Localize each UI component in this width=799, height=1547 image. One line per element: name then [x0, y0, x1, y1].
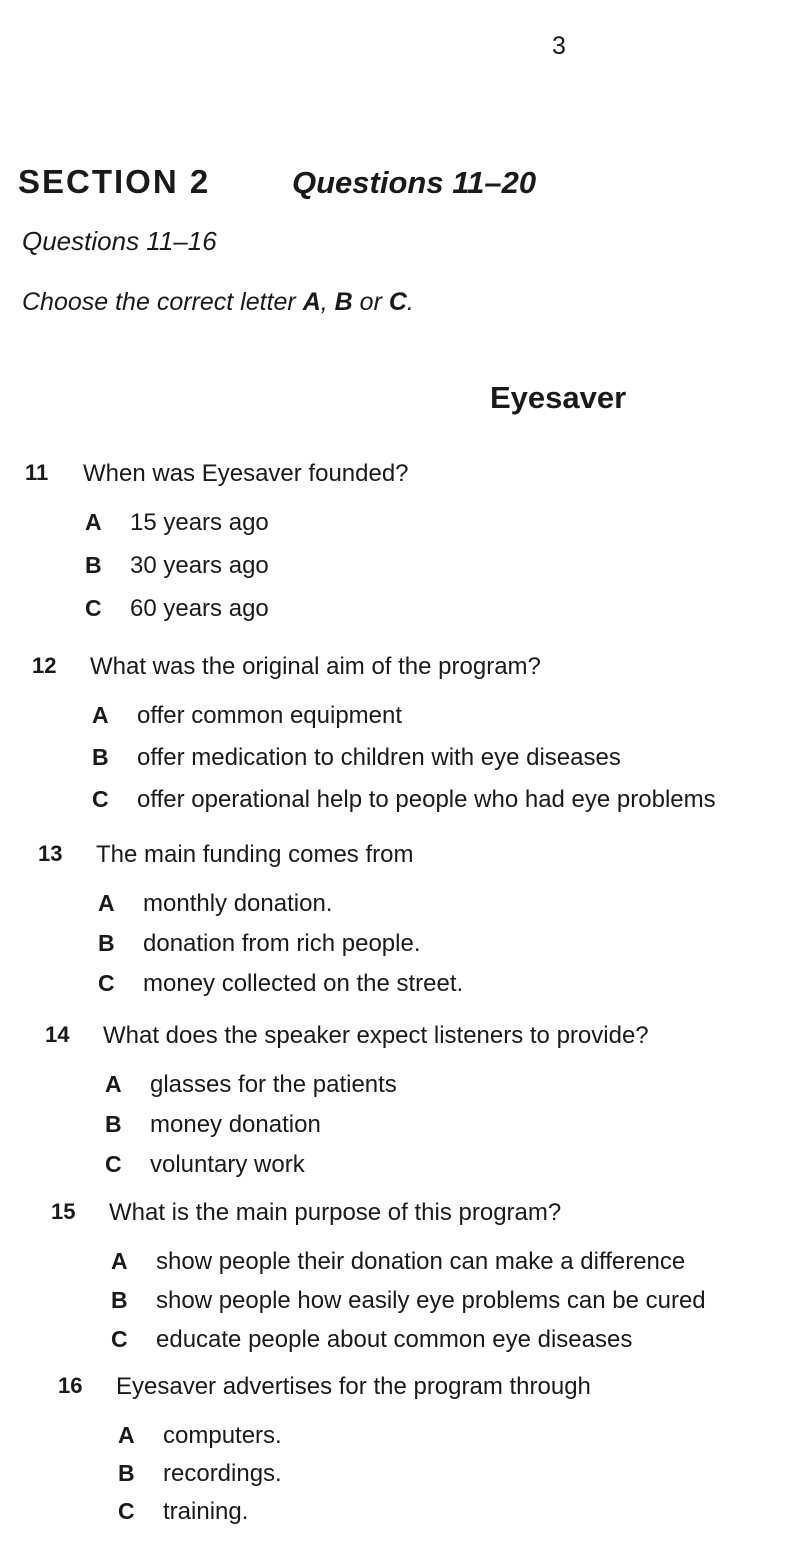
instruction-suffix: . [406, 288, 414, 316]
option-letter: A [92, 702, 109, 728]
instruction [22, 288, 414, 317]
option-b [58, 1460, 799, 1498]
question-12 [32, 653, 792, 828]
option-letter: B [105, 1111, 122, 1137]
option-text: 60 years ago [130, 595, 269, 622]
option-text: training. [163, 1498, 249, 1525]
option-letter: C [105, 1151, 122, 1177]
option-b [25, 552, 785, 595]
instruction-separator: or [352, 288, 389, 316]
option-c [51, 1326, 799, 1365]
option-text: recordings. [163, 1460, 282, 1487]
option-letter: B [118, 1460, 135, 1486]
option-letter: A [85, 509, 102, 535]
question-text: What does the speaker expect listeners to provide? [103, 1022, 649, 1049]
option-list [25, 509, 785, 638]
page-number: 3 [552, 32, 566, 60]
option-a [25, 509, 785, 552]
question-text: What was the original aim of the program? [90, 653, 541, 680]
question-16 [58, 1373, 799, 1536]
option-c [32, 786, 792, 828]
option-a [45, 1071, 799, 1111]
option-text: offer medication to children with eye diseases [137, 744, 621, 771]
option-a [38, 890, 798, 930]
instruction-prefix: Choose the correct letter [22, 288, 303, 316]
question-13 [38, 841, 798, 1010]
option-a [32, 702, 792, 744]
question-number: 12 [32, 653, 57, 678]
option-text: voluntary work [150, 1151, 305, 1178]
option-text: 15 years ago [130, 509, 269, 536]
question-15 [51, 1199, 799, 1365]
section-question-range: Questions 11–20 [292, 165, 537, 200]
option-b [32, 744, 792, 786]
option-letter: B [92, 744, 109, 770]
question-11 [25, 460, 785, 638]
question-number: 14 [45, 1022, 70, 1047]
option-list [51, 1248, 799, 1365]
option-letter: C [118, 1498, 135, 1524]
option-letter: B [98, 930, 115, 956]
option-text: educate people about common eye diseases [156, 1326, 633, 1353]
section-heading: SECTION 2 [18, 163, 211, 200]
instruction-letter-a: A [302, 288, 321, 316]
question-number: 16 [58, 1373, 83, 1398]
question-number: 13 [38, 841, 63, 866]
question-line [32, 653, 792, 689]
option-letter: C [111, 1326, 128, 1352]
option-letter: B [111, 1287, 128, 1313]
question-text: The main funding comes from [96, 841, 414, 868]
instruction-separator: , [320, 288, 335, 316]
option-text: monthly donation. [143, 890, 333, 917]
option-text: show people their donation can make a difference [156, 1248, 686, 1275]
question-text: Eyesaver advertises for the program through [116, 1373, 591, 1400]
option-letter: A [98, 890, 115, 916]
instruction-letter-c: C [388, 288, 407, 316]
option-letter: A [105, 1071, 122, 1097]
option-letter: A [118, 1422, 135, 1448]
option-list [45, 1071, 799, 1191]
option-text: donation from rich people. [143, 930, 421, 957]
subsection-heading: Questions 11–16 [22, 226, 217, 256]
option-list [58, 1422, 799, 1536]
option-list [38, 890, 798, 1010]
option-text: glasses for the patients [150, 1071, 397, 1098]
option-c [58, 1498, 799, 1536]
option-c [45, 1151, 799, 1191]
option-b [45, 1111, 799, 1151]
question-14 [45, 1022, 799, 1191]
option-letter: C [92, 786, 109, 812]
option-letter: C [85, 595, 102, 621]
option-a [58, 1422, 799, 1460]
option-text: computers. [163, 1422, 282, 1449]
option-c [38, 970, 798, 1010]
option-b [51, 1287, 799, 1326]
option-text: 30 years ago [130, 552, 269, 579]
option-text: money collected on the street. [143, 970, 464, 997]
option-text: money donation [150, 1111, 321, 1138]
option-b [38, 930, 798, 970]
instruction-letter-b: B [334, 288, 353, 316]
question-text: What is the main purpose of this program? [109, 1199, 562, 1226]
option-letter: C [98, 970, 115, 996]
option-text: offer operational help to people who had eye problems [137, 786, 716, 813]
question-line [25, 460, 785, 496]
question-line [38, 841, 798, 877]
document-title: Eyesaver [490, 380, 627, 415]
question-line [51, 1199, 799, 1235]
question-number: 11 [25, 460, 49, 485]
question-line [58, 1373, 799, 1409]
question-text: When was Eyesaver founded? [83, 460, 409, 487]
option-list [32, 702, 792, 828]
option-text: show people how easily eye problems can be cured [156, 1287, 706, 1314]
option-letter: B [85, 552, 102, 578]
question-line [45, 1022, 799, 1058]
option-c [25, 595, 785, 638]
option-letter: A [111, 1248, 128, 1274]
option-text: offer common equipment [137, 702, 403, 729]
option-a [51, 1248, 799, 1287]
question-number: 15 [51, 1199, 76, 1224]
